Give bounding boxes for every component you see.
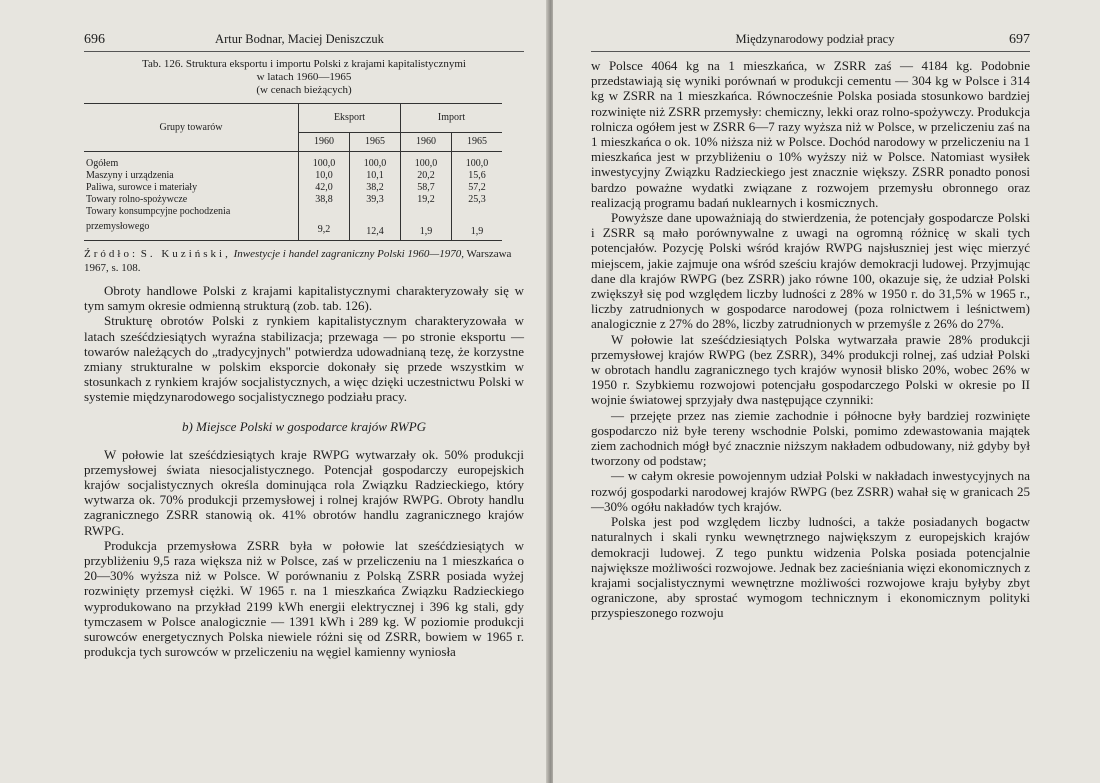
paragraph: Polska jest pod względem liczby ludności, a także posiadanych bogactw naturalnych i skali rynku wewnętrznego największym z europejskich krajów demokracji ludowej. Z tego punktu widzenia Polska posiada potencjalnie największe możliwości rozwojowe. Jednak bez zacieśniania więzi ekonomicznych z krajami socjalistycznymi wewnętrzne możliwości rozwojowe kraju byłyby zbyt ograniczone, aby sprostać wymogom technicznym i ekonomicznym polityki przyspieszonego rozwoju bbox=[591, 514, 1030, 621]
section-heading: b) Miejsce Polski w gospodarce krajów RWPG bbox=[181, 418, 427, 434]
cell: 42,0 bbox=[299, 182, 350, 194]
table-row bbox=[84, 182, 502, 194]
cell: 38,8 bbox=[299, 194, 350, 206]
year-header: 1965 bbox=[350, 133, 401, 152]
cell: 10,0 bbox=[299, 170, 350, 182]
list-item: — w całym okresie powojennym udział Polski w nakładach inwestycyjnych na rozwój gospodarki narodowej krajów RWPG (bez ZSRR) wahał się w granicach 25—30% ogółu nakładów tych krajów. bbox=[591, 468, 1030, 514]
cell bbox=[350, 206, 401, 218]
year-header: 1960 bbox=[299, 133, 350, 152]
row-label: Towary rolno-spożywcze bbox=[86, 194, 188, 205]
source-author: S. Kuziński, bbox=[140, 248, 231, 260]
import-header: Import bbox=[401, 104, 503, 133]
right-running-title: Międzynarodowy podział pracy bbox=[735, 32, 895, 46]
table-row bbox=[84, 158, 502, 170]
row-label: Towary konsumpcyjne pochodzenia bbox=[86, 206, 231, 217]
table-caption bbox=[84, 58, 524, 97]
table-row bbox=[84, 170, 502, 182]
cell: 39,3 bbox=[350, 194, 401, 206]
cell: 9,2 bbox=[299, 218, 350, 241]
cell: 57,2 bbox=[452, 182, 503, 194]
cell: 100,0 bbox=[299, 158, 350, 170]
paragraph: W połowie lat sześćdziesiątych Polska wytwarzała prawie 28% produkcji przemysłowej krajów RWPG (bez ZSRR), 34% produkcji rolnej, zaś udział Polski w obrotach handlu zagranicznego tych krajów wynosił blisko 20%, wobec 26% w 1950 r. Szybkiemu rozwojowi potencjału gospodarczego Polski w okresie po II wojnie światowej sprzyjały dwa następujące czynniki: bbox=[591, 331, 1030, 408]
paragraph: w Polsce 4064 kg na 1 mieszkańca, w ZSRR zaś — 4184 kg. Podobnie przedstawiają się wyniki porównań w produkcji cementu — 304 kg w Polsce i 314 kg w ZSRR na 1 mieszkańca. Równocześnie Polska posiada stosunkowo bardziej rozwinięte niż ZSRR przemysły: chemiczny, lekki oraz rolno-spożywczy. Produkcja rolnicza ogółem jest w ZSRR 6—7 razy wyższa niż w Polsce, w przeliczeniu zaś na 1 mieszkańca o ok. 10% niższa niż w Polsce. Dochód narodowy w przeliczeniu na 1 mieszkańca jest w przybliżeniu o 10% wyższy niż w Polsce. Natomiast wysiłek inwestycyjny Związku Radzieckiego jest znacznie większy. ZSRR ponadto ponosi bardzo poważne wydatki związane z rozwojem przemysłu obronnego oraz realizacją programu badań nuklearnych i kosmicznych. bbox=[591, 58, 1030, 210]
cell: 1,9 bbox=[401, 218, 452, 241]
cell bbox=[299, 206, 350, 218]
cell: 19,2 bbox=[401, 194, 452, 206]
cell: 20,2 bbox=[401, 170, 452, 182]
cell: 58,7 bbox=[401, 182, 452, 194]
group-header: Grupy towarów bbox=[84, 104, 299, 152]
year-header: 1965 bbox=[452, 133, 503, 152]
table-row bbox=[84, 194, 502, 206]
paragraph: Produkcja przemysłowa ZSRR była w połowie lat sześćdziesiątych w przybliżeniu 9,5 raza większa niż w Polsce, zaś w przeliczeniu na 1 mieszkańca o 20—30% wyższa niż w Polsce. W porównaniu z Polską ZSRR posiada wyżej rozwinięty przemysł ciężki. W 1965 r. na 1 mieszkańca Związku Radzieckiego wyprodukowano na przykład 2199 kWh energii elektrycznej i 396 kg stali, gdy tymczasem w Polsce analogicznie — 1391 kWh i 289 kg. W poziomie produkcji surowców energetycznych Polska niewiele różni się od ZSRR, bowiem w 1965 r. produkcja tych surowców w przeliczeniu na węgiel kamienny wyniosła bbox=[84, 537, 524, 660]
cell: 25,3 bbox=[452, 194, 503, 206]
left-page bbox=[0, 0, 548, 783]
cell: 15,6 bbox=[452, 170, 503, 182]
source-label: Źródło: bbox=[84, 248, 138, 260]
source-rest: Warszawa 1967, s. 108. bbox=[84, 248, 512, 274]
table-caption-line-2: w latach 1960—1965 bbox=[256, 71, 352, 83]
paragraph: Obroty handlowe Polski z krajami kapitalistycznymi charakteryzowały się w tym samym okresie odmienną strukturą (zob. tab. 126). bbox=[84, 283, 524, 314]
right-page-number: 697 bbox=[1008, 32, 1030, 47]
table-caption-line-3: (w cenach bieżących) bbox=[256, 84, 352, 96]
cell: 100,0 bbox=[401, 158, 452, 170]
cell: 12,4 bbox=[350, 218, 401, 241]
cell: 1,9 bbox=[452, 218, 503, 241]
left-running-head bbox=[84, 32, 524, 52]
table-row bbox=[84, 218, 502, 241]
left-page-number: 696 bbox=[84, 32, 105, 47]
paragraph: W połowie lat sześćdziesiątych kraje RWPG wytwarzały ok. 50% produkcji przemysłowej świata niesocjalistycznego. Potencjał gospodarczy europejskich krajów socjalistycznych określa dominująca rola Związku Radzieckiego, który wytwarza ok. 70% produkcji przemysłowej i rolnej krajów RWPG. Obroty handlu zagranicznego ZSRR stanowią ok. 41% obrotów handlu zagranicznego krajów RWPG. bbox=[84, 446, 524, 538]
list-item: — przejęte przez nas ziemie zachodnie i północne były bardziej rozwinięte gospodarczo niż byłe tereny wschodnie Polski, pomimo zdewastowania majątek ziem zachodnich mógł być znacznie niższym nakładem odbudowany, niż gdyby był tworzony od podstaw; bbox=[591, 407, 1030, 469]
table-row bbox=[84, 206, 502, 218]
row-label: Ogółem bbox=[86, 158, 119, 169]
year-header: 1960 bbox=[401, 133, 452, 152]
row-label: Paliwa, surowce i materiały bbox=[86, 182, 198, 193]
cell: 100,0 bbox=[452, 158, 503, 170]
cell bbox=[452, 206, 503, 218]
cell: 38,2 bbox=[350, 182, 401, 194]
row-label: Maszyny i urządzenia bbox=[86, 170, 174, 181]
cell bbox=[401, 206, 452, 218]
row-label: przemysłowego bbox=[86, 221, 150, 232]
paragraph: Strukturę obrotów Polski z rynkiem kapitalistycznym charakteryzowała w latach sześćdziesiątych wyraźna stabilizacja; przewaga — po stronie eksportu — towarów należących do „tradycyjnych" potwierdza udowadnianą tezę, że korzystne zmiany strukturalne w polskim eksporcie dokonały się przede wszystkim w stosunkach z rynkiem krajów socjalistycznych, a więc dzięki uczestnictwu Polski w systemie międzynarodowego socjalistycznego podziału pracy. bbox=[84, 313, 524, 405]
right-running-head bbox=[591, 32, 1030, 52]
trade-structure-table bbox=[84, 103, 502, 241]
source-title: Inwestycje i handel zagraniczny Polski 1960—1970, bbox=[233, 248, 464, 260]
table-source bbox=[84, 247, 524, 275]
table-caption-line-1: Tab. 126. Struktura eksportu i importu Polski z krajami kapitalistycznymi bbox=[142, 58, 466, 70]
cell: 10,1 bbox=[350, 170, 401, 182]
paragraph: Powyższe dane upoważniają do stwierdzenia, że potencjały gospodarcze Polski i ZSRR są mało porównywalne z uwagi na ogromną różnicę w skali tych potencjałów. Pozycję Polski wśród krajów RWPG najsłuszniej jest więc mierzyć miejscem, jakie zajmuje ona wśród sześciu krajów demokracji ludowej. Przyjmując dane dla krajów RWPG (bez ZSRR) jako równe 100, okazuje się, że udział Polski zwiększył się pod względem liczby ludności z 28% w 1950 r. do 31,5% w 1965 r., liczby zatrudnionych w gospodarce narodowej (poza rolnictwem i leśnictwem) analogicznie z 27% do 28%, liczby zatrudnionych w przemyśle z 26% do 27%. bbox=[591, 210, 1030, 332]
left-running-title: Artur Bodnar, Maciej Deniszczuk bbox=[215, 32, 384, 46]
export-header: Eksport bbox=[299, 104, 401, 133]
right-page bbox=[553, 0, 1100, 783]
cell: 100,0 bbox=[350, 158, 401, 170]
